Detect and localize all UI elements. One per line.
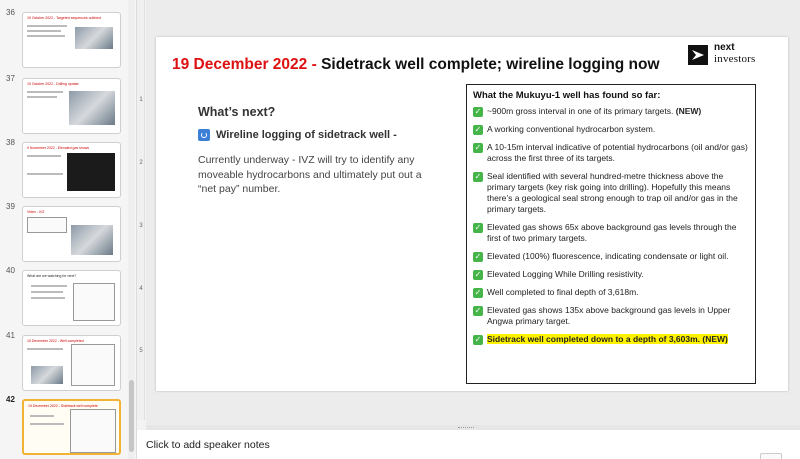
finding-item xyxy=(473,287,749,298)
check-mark-icon: ✓ xyxy=(474,223,482,232)
finding-text: Elevated gas shows 135x above background gas levels in Upper Angwa primary target. xyxy=(487,305,731,326)
ruler-mark: 5 xyxy=(139,348,143,354)
slide-title[interactable] xyxy=(172,56,660,74)
ruler-mark: 3 xyxy=(139,223,143,229)
thumbnail-title: Video - IVZ xyxy=(27,210,45,214)
thumbnail-image xyxy=(69,91,115,125)
thumbnail-text-line xyxy=(31,297,65,299)
thumbnail-text-box xyxy=(27,217,67,233)
finding-item xyxy=(473,106,749,117)
ruler-mark: 2 xyxy=(139,160,143,166)
check-mark-icon: ✓ xyxy=(474,270,482,279)
speaker-notes-placeholder[interactable]: Click to add speaker notes xyxy=(146,439,270,451)
whats-next-heading: What’s next? xyxy=(198,105,276,119)
slide-number: 39 xyxy=(6,202,15,211)
ruler-mark: 1 xyxy=(139,97,143,103)
slide-thumbnail-panel xyxy=(0,0,137,459)
finding-item-highlighted xyxy=(473,334,749,345)
thumbnail-title: 19 October 2022 - Drilling update xyxy=(27,82,79,86)
slide-number: 37 xyxy=(6,74,15,83)
slide-thumbnail[interactable] xyxy=(22,78,121,134)
finding-text: Seal identified with several hundred-metre thickness above the primary targets (key risk going into drilling). Hopefully this means there’s a geological seal strong enough to trap oil and/or gas in the primary targets. xyxy=(487,171,738,214)
slide-number: 36 xyxy=(6,8,15,17)
logo-text-line1: next xyxy=(714,42,735,53)
finding-item xyxy=(473,171,749,215)
wireline-heading xyxy=(198,129,438,141)
finding-text: Sidetrack well completed down to a depth of 3,603m. (NEW) xyxy=(487,334,728,344)
thumbnail-text-line xyxy=(27,35,65,37)
finding-text: A 10-15m interval indicative of potential hydrocarbons (oil and/or gas) across the first three of its targets. xyxy=(487,142,748,163)
thumbnail-text-line xyxy=(27,348,63,350)
slide-number: 41 xyxy=(6,331,15,340)
finding-item xyxy=(473,305,749,327)
thumbnail-text-line xyxy=(27,30,61,32)
logo-mark-icon xyxy=(688,45,708,65)
slide-number: 42 xyxy=(6,395,15,404)
next-investors-logo xyxy=(688,43,778,69)
left-text-column[interactable] xyxy=(198,105,438,197)
slide-title-date: 19 December 2022 - xyxy=(172,56,317,73)
check-mark-icon: ✓ xyxy=(474,335,482,344)
finding-item xyxy=(473,222,749,244)
slide-thumbnail[interactable] xyxy=(22,12,121,68)
thumbnail-title: 15 December 2022 - Well completed xyxy=(27,339,84,343)
notes-toggle-button[interactable] xyxy=(760,453,782,459)
check-mark-icon: ✓ xyxy=(474,172,482,181)
check-mark-icon: ✓ xyxy=(474,306,482,315)
finding-item xyxy=(473,142,749,164)
thumbnail-text-box xyxy=(73,283,115,321)
finding-text: Elevated gas shows 65x above background gas levels through the first of two primary targets. xyxy=(487,222,737,243)
thumbnail-text-line xyxy=(27,25,67,27)
thumbnail-title: 19 October 2022 - Targeted sequences outlined xyxy=(27,16,101,20)
check-mark-icon: ✓ xyxy=(474,252,482,261)
thumbnail-title: What are we watching for next? xyxy=(27,274,77,278)
thumbnail-image xyxy=(75,27,113,49)
thumbnail-text-line xyxy=(30,423,64,425)
thumbnail-text-line xyxy=(30,415,54,417)
slide-number: 38 xyxy=(6,138,15,147)
slide-thumbnail[interactable] xyxy=(22,206,121,262)
check-mark-icon: ✓ xyxy=(474,288,482,297)
wireline-description: Currently underway - IVZ will try to identify any moveable hydrocarbons and ultimately put out a “net pay” number. xyxy=(198,154,422,195)
slide-thumbnail[interactable] xyxy=(22,335,121,391)
slide[interactable] xyxy=(156,37,788,391)
thumbnail-title: 9 November 2022 - Elevated gas shows xyxy=(27,146,90,150)
slide-thumbnail[interactable] xyxy=(22,142,121,198)
thumbnail-scrollbar-thumb[interactable] xyxy=(129,380,134,452)
thumbnail-text-line xyxy=(31,285,67,287)
resize-grip-icon[interactable] xyxy=(458,427,474,429)
thumbnail-title: 19 December 2022 - Sidetrack well complete xyxy=(28,404,98,408)
finding-item xyxy=(473,269,749,280)
logo-text-line2: investors xyxy=(714,53,756,65)
thumbnail-text-line xyxy=(27,173,63,175)
thumbnail-image xyxy=(31,366,63,384)
speaker-notes-area[interactable] xyxy=(137,430,800,459)
thumbnail-image xyxy=(67,153,115,191)
thumbnail-text-box xyxy=(70,409,116,453)
finding-text: A working conventional hydrocarbon system. xyxy=(487,124,656,134)
slide-thumbnail[interactable] xyxy=(22,270,121,326)
check-mark-icon: ✓ xyxy=(474,143,482,152)
refresh-icon xyxy=(198,129,210,141)
wireline-heading-text: Wireline logging of sidetrack well - xyxy=(216,129,397,141)
thumbnail-text-line xyxy=(31,291,63,293)
new-tag: (NEW) xyxy=(673,106,702,116)
finding-text: Elevated (100%) fluorescence, indicating condensate or light oil. xyxy=(487,251,729,261)
finding-text: ~900m gross interval in one of its primary targets. xyxy=(487,106,674,116)
finding-text: Elevated Logging While Drilling resistivity. xyxy=(487,269,644,279)
slide-thumbnail-active[interactable] xyxy=(22,399,121,455)
check-mark-icon: ✓ xyxy=(474,107,482,116)
slide-number: 40 xyxy=(6,266,15,275)
findings-title: What the Mukuyu-1 well has found so far: xyxy=(473,90,661,101)
vertical-ruler xyxy=(137,0,145,420)
check-mark-icon: ✓ xyxy=(474,125,482,134)
ruler-mark: 4 xyxy=(139,286,143,292)
finding-item xyxy=(473,124,749,135)
finding-text: Well completed to final depth of 3,618m. xyxy=(487,287,639,297)
thumbnail-text-line xyxy=(27,91,63,93)
thumbnail-text-line xyxy=(27,155,61,157)
thumbnail-text-box xyxy=(71,344,115,386)
slide-canvas xyxy=(146,0,800,425)
findings-box[interactable] xyxy=(466,84,756,384)
finding-item xyxy=(473,251,749,262)
slide-title-text: Sidetrack well complete; wireline logging now xyxy=(316,56,660,73)
thumbnail-image xyxy=(71,225,113,255)
thumbnail-text-line xyxy=(27,96,57,98)
